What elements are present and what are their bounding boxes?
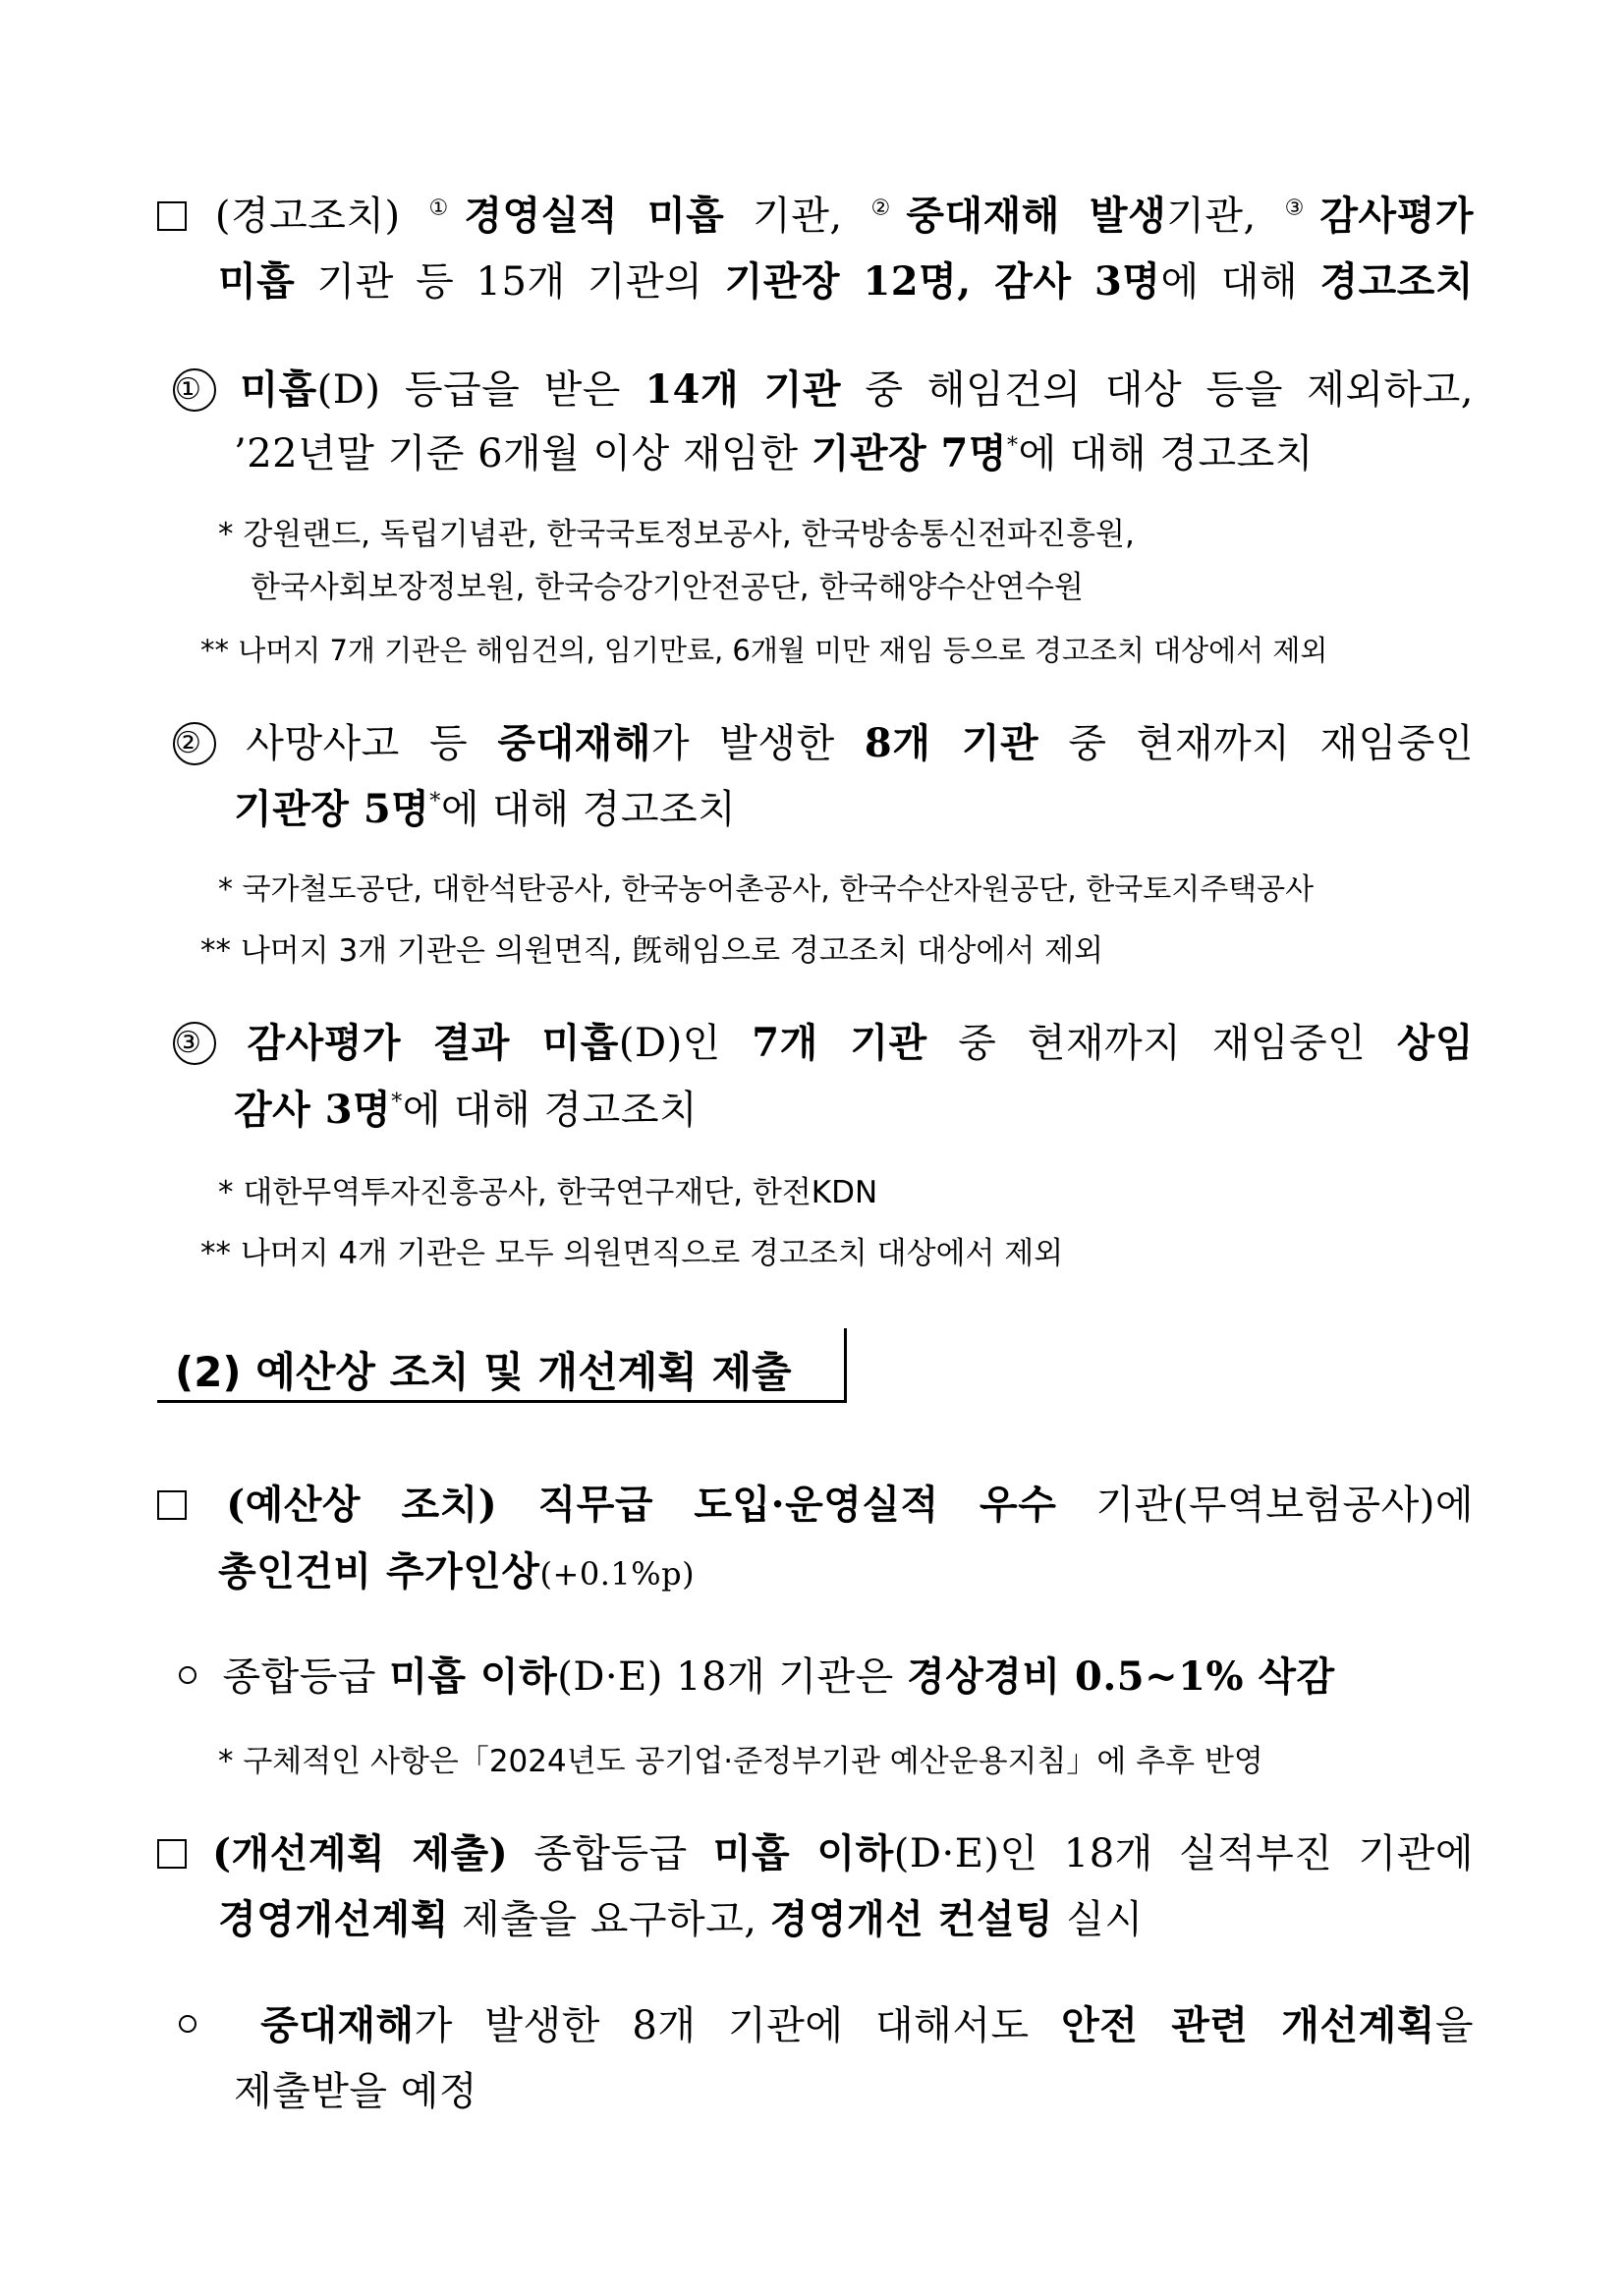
improvement-bullet-line2: 제출받을 예정 xyxy=(234,2069,478,2114)
warning-paragraph-line1: (경고조치) ①경영실적 미흡 기관, ②중대재해 발생기관, ③감사평가 xyxy=(157,185,1474,241)
item2-line2: 기관장 5명*에 대해 경고조치 xyxy=(234,786,737,832)
item1-line2: ’22년말 기준 6개월 이상 재임한 기관장 7명*에 대해 경고조치 xyxy=(234,430,1314,476)
item3-line2: 감사 3명*에 대해 경고조치 xyxy=(234,1087,699,1133)
circled-number-icon: ③ xyxy=(173,1022,216,1065)
item1-note2: ** 나머지 7개 기관은 해임건의, 임기만료, 6개월 미만 재임 등으로 경고조치 대상에서 제외 xyxy=(200,634,1328,667)
bullet-circle-icon xyxy=(179,1666,196,1684)
budget-note1: * 구체적인 사항은「2024년도 공기업·준정부기관 예산운용지침」에 추후 반영 xyxy=(218,1744,1263,1779)
item1-note1-line1: * 강원랜드, 독립기념관, 한국국토정보공사, 한국방송통신전파진흥원, xyxy=(218,517,1135,552)
checkbox-square-icon xyxy=(157,201,187,231)
circled-number-icon: ① xyxy=(173,368,216,412)
item2-note1: * 국가철도공단, 대한석탄공사, 한국농어촌공사, 한국수산자원공단, 한국토지주택공사 xyxy=(218,872,1315,907)
section-heading: (2) 예산상 조치 및 개선계획 제출 xyxy=(175,1348,792,1396)
budget-bullet1: 종합등급 미흡 이하(D·E) 18개 기관은 경상경비 0.5~1% 삭감 xyxy=(179,1646,1624,1702)
circled-number-icon: ② xyxy=(173,722,216,765)
budget-paragraph-line1: (예산상 조치) 직무급 도입·운영실적 우수 기관(무역보험공사)에 xyxy=(157,1474,1474,1530)
item3-note2: ** 나머지 4개 기관은 모두 의원면직으로 경고조치 대상에서 제외 xyxy=(200,1236,1064,1271)
budget-paragraph-line2: 총인건비 추가인상(+0.1%p) xyxy=(218,1548,696,1595)
item1-line1: ① 미흡(D) 등급을 받은 14개 기관 중 해임건의 대상 등을 제외하고, xyxy=(175,366,1474,413)
item2-line1: ② 사망사고 등 중대재해가 발생한 8개 기관 중 현재까지 재임중인 xyxy=(175,720,1475,766)
bullet-circle-icon xyxy=(179,2015,196,2033)
item3-note1: * 대한무역투자진흥공사, 한국연구재단, 한전KDN xyxy=(218,1175,878,1210)
checkbox-square-icon xyxy=(157,1490,187,1520)
item2-note2: ** 나머지 3개 기관은 의원면직, 旣해임으로 경고조치 대상에서 제외 xyxy=(200,933,1104,969)
item3-line1: ③ 감사평가 결과 미흡(D)인 7개 기관 중 현재까지 재임중인 상임 xyxy=(175,1020,1475,1066)
improvement-paragraph-line2: 경영개선계획 제출을 요구하고, 경영개선 컨설팅 실시 xyxy=(218,1896,1144,1942)
warning-paragraph-line2: 미흡 기관 등 15개 기관의 기관장 12명, 감사 3명에 대해 경고조치 xyxy=(218,258,1474,305)
improvement-bullet-line1: 중대재해가 발생한 8개 기관에 대해서도 안전 관련 개선계획을 xyxy=(179,1994,1474,2050)
checkbox-square-icon xyxy=(157,1839,187,1869)
improvement-paragraph-line1: (개선계획 제출) 종합등급 미흡 이하(D·E)인 18개 실적부진 기관에 xyxy=(157,1822,1474,1878)
item1-note1-line2: 한국사회보장정보원, 한국승강기안전공단, 한국해양수산연수원 xyxy=(251,570,1084,605)
